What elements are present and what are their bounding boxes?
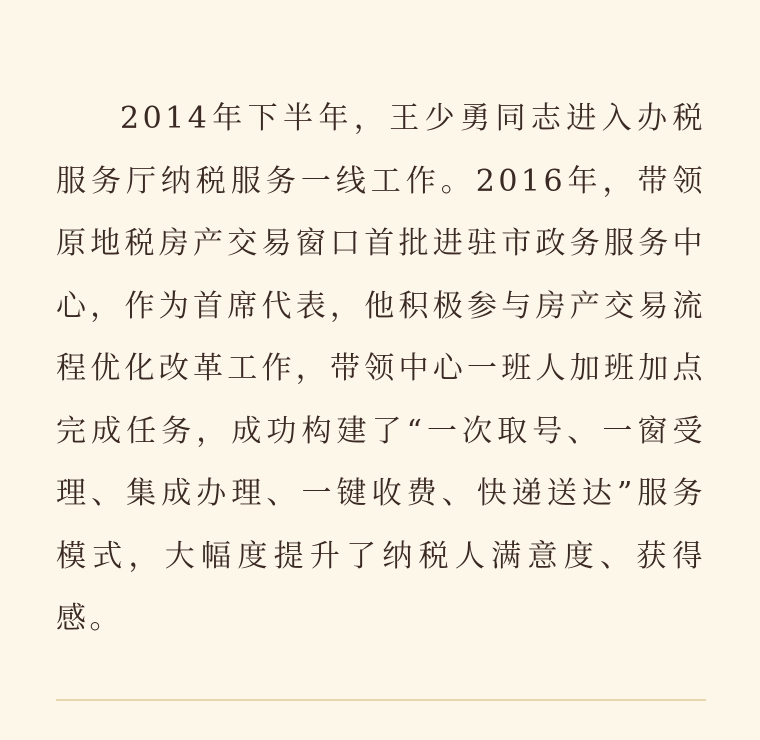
article-paragraph: 2014年下半年，王少勇同志进入办税服务厅纳税服务一线工作。2016年，带领原地税房产交易窗口首批进驻市政务服务中心，作为首席代表，他积极参与房产交易流程优化改革工作，带领中心一班人加班加点完成任务，成功构建了“一次取号、一窗受理、集成办理、一键收费、快递送达”服务模式，大幅度提升了纳税人满意度、获得感。 (56, 101, 706, 636)
article-body (56, 88, 706, 651)
section-divider (56, 699, 706, 701)
